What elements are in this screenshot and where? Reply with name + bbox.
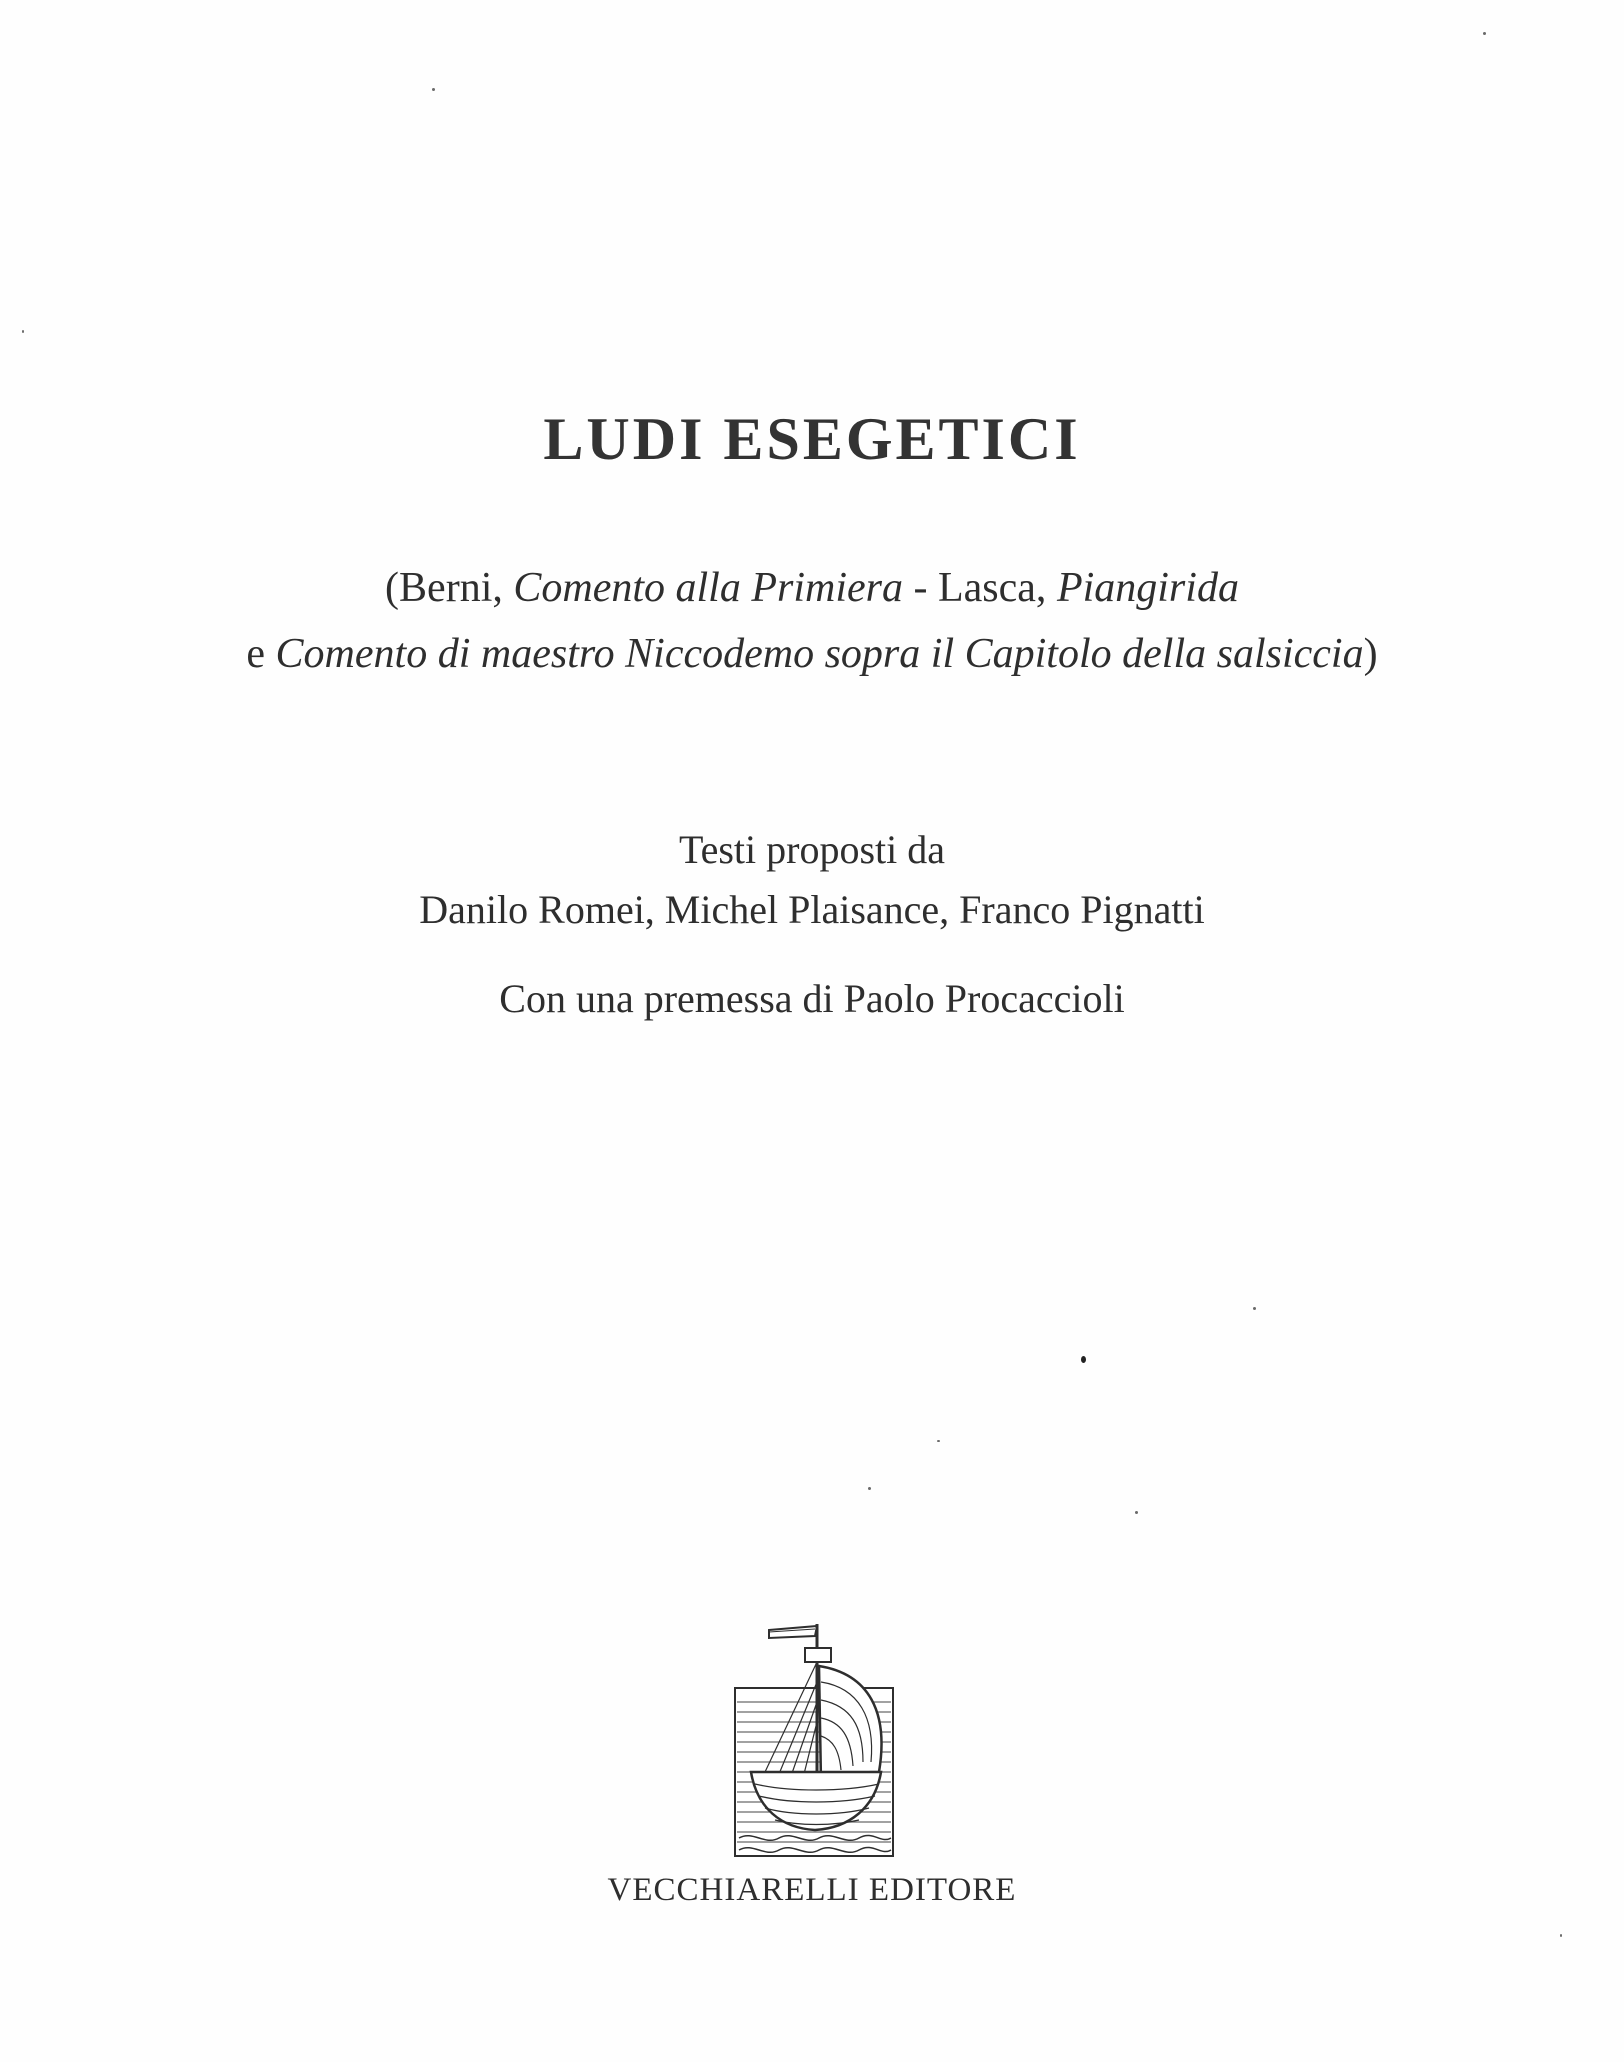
credits-line-1: Testi proposti da: [678, 827, 946, 872]
scan-speck: [868, 1487, 871, 1490]
scan-speck: [1560, 1934, 1562, 1937]
scan-speck: [1081, 1356, 1086, 1363]
scan-speck: [432, 88, 435, 91]
book-subtitle: [0, 555, 1624, 687]
credits-line-2: Danilo Romei, Michel Plaisance, Franco Pignatti: [419, 887, 1205, 932]
scan-speck: [1483, 32, 1486, 35]
open-paren: (: [385, 565, 400, 611]
publisher-name: VECCHIARELLI EDITORE: [607, 1872, 1017, 1908]
book-title: LUDI ESEGETICI: [543, 406, 1081, 472]
scan-speck: [22, 330, 24, 333]
subtitle-author-1: Berni,: [399, 565, 514, 611]
subtitle-work-3: Comento di maestro Niccodemo sopra il Capitolo della salsiccia: [275, 631, 1364, 677]
scan-speck: [1135, 1511, 1138, 1514]
premise-credit: Con una premessa di Paolo Procaccioli: [499, 976, 1125, 1021]
subtitle-work-2: Piangirida: [1056, 565, 1239, 611]
close-paren: ): [1363, 631, 1378, 677]
subtitle-line2-prefix: e: [246, 631, 276, 677]
scan-speck: [937, 1440, 940, 1442]
subtitle-separator: - Lasca,: [903, 565, 1057, 611]
ship-emblem-icon: [729, 1622, 899, 1860]
subtitle-line-2: [0, 621, 1624, 687]
subtitle-line-1: [0, 555, 1624, 621]
subtitle-work-1: Comento alla Primiera: [513, 565, 904, 611]
scan-speck: [1253, 1307, 1256, 1310]
editors-credit: [0, 820, 1624, 940]
